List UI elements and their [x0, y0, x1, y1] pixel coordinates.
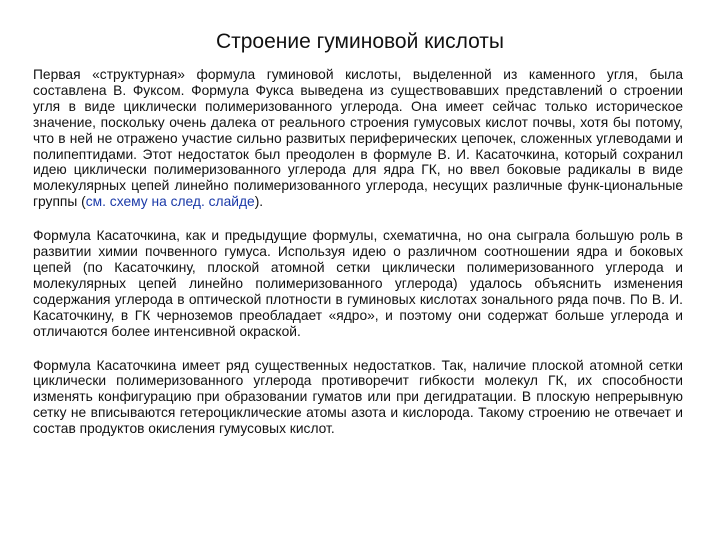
paragraph-formula-drawbacks: Формула Касаточкина имеет ряд существенных недостатков. Так, наличие плоской атомной сетки циклически полимеризованного углерода противоречит гибкости молекул ГК, их способности изменять конфигурацию при образовании гуматов или при дегидратации. В плоскую непрерывную сетку не вписываются гетероциклические атомы азота и кислорода. Такому строению не отвечает и состав продуктов окисления гумусовых кислот. — [33, 357, 683, 437]
slide-body — [33, 67, 683, 455]
slide-title: Строение гуминовой кислоты — [215, 30, 505, 53]
paragraph-kasatochkin-formula: Формула Касаточкина, как и предыдущие формулы, схематична, но она сыграла большую роль в развитии химии почвенного гумуса. Используя идею о различном соотношении ядра и боковых цепей (по Касаточкину, плоской атомной сетки циклически полимеризованного углерода и молекулярных цепей линейно полимеризованного углерода) удалось объяснить изменения содержания углерода в оптической плотности в гуминовых кислотах зонального ряда почв. По В. И. Касаточкину, в ГК черноземов преобладает «ядро», и поэтому они содержат больше углерода и отличаются более интенсивной окраской. — [33, 228, 683, 339]
next-slide-scheme-link[interactable]: см. схему на след. слайде — [85, 194, 255, 210]
paragraph-1-text: Первая «структурная» формула гуминовой кислоты, выделенной из каменного угля, была составлена В. Фуксом. Формула Фукса выведена из существовавших представлений о строении угля в виде циклически полимеризованного углерода. Она имеет сейчас только историческое значение, поскольку очень далека от реального строения гумусовых кислот почвы, хотя бы потому, что в ней не отражено участие сильно развитых периферических цепочек, сложенных углеводами и полипептидами. Этот недостаток был преодолен в формуле В. И. Касаточкина, который сохранил идею циклически полимеризованного углерода для ядра ГК, но ввел боковые радикалы в виде молекулярных цепей линейно полимеризованного углерода, несущих различные функ-циональные группы ( — [33, 67, 683, 210]
paragraph-1-end: ). — [254, 194, 264, 210]
paragraph-fuchs-formula — [33, 67, 683, 210]
